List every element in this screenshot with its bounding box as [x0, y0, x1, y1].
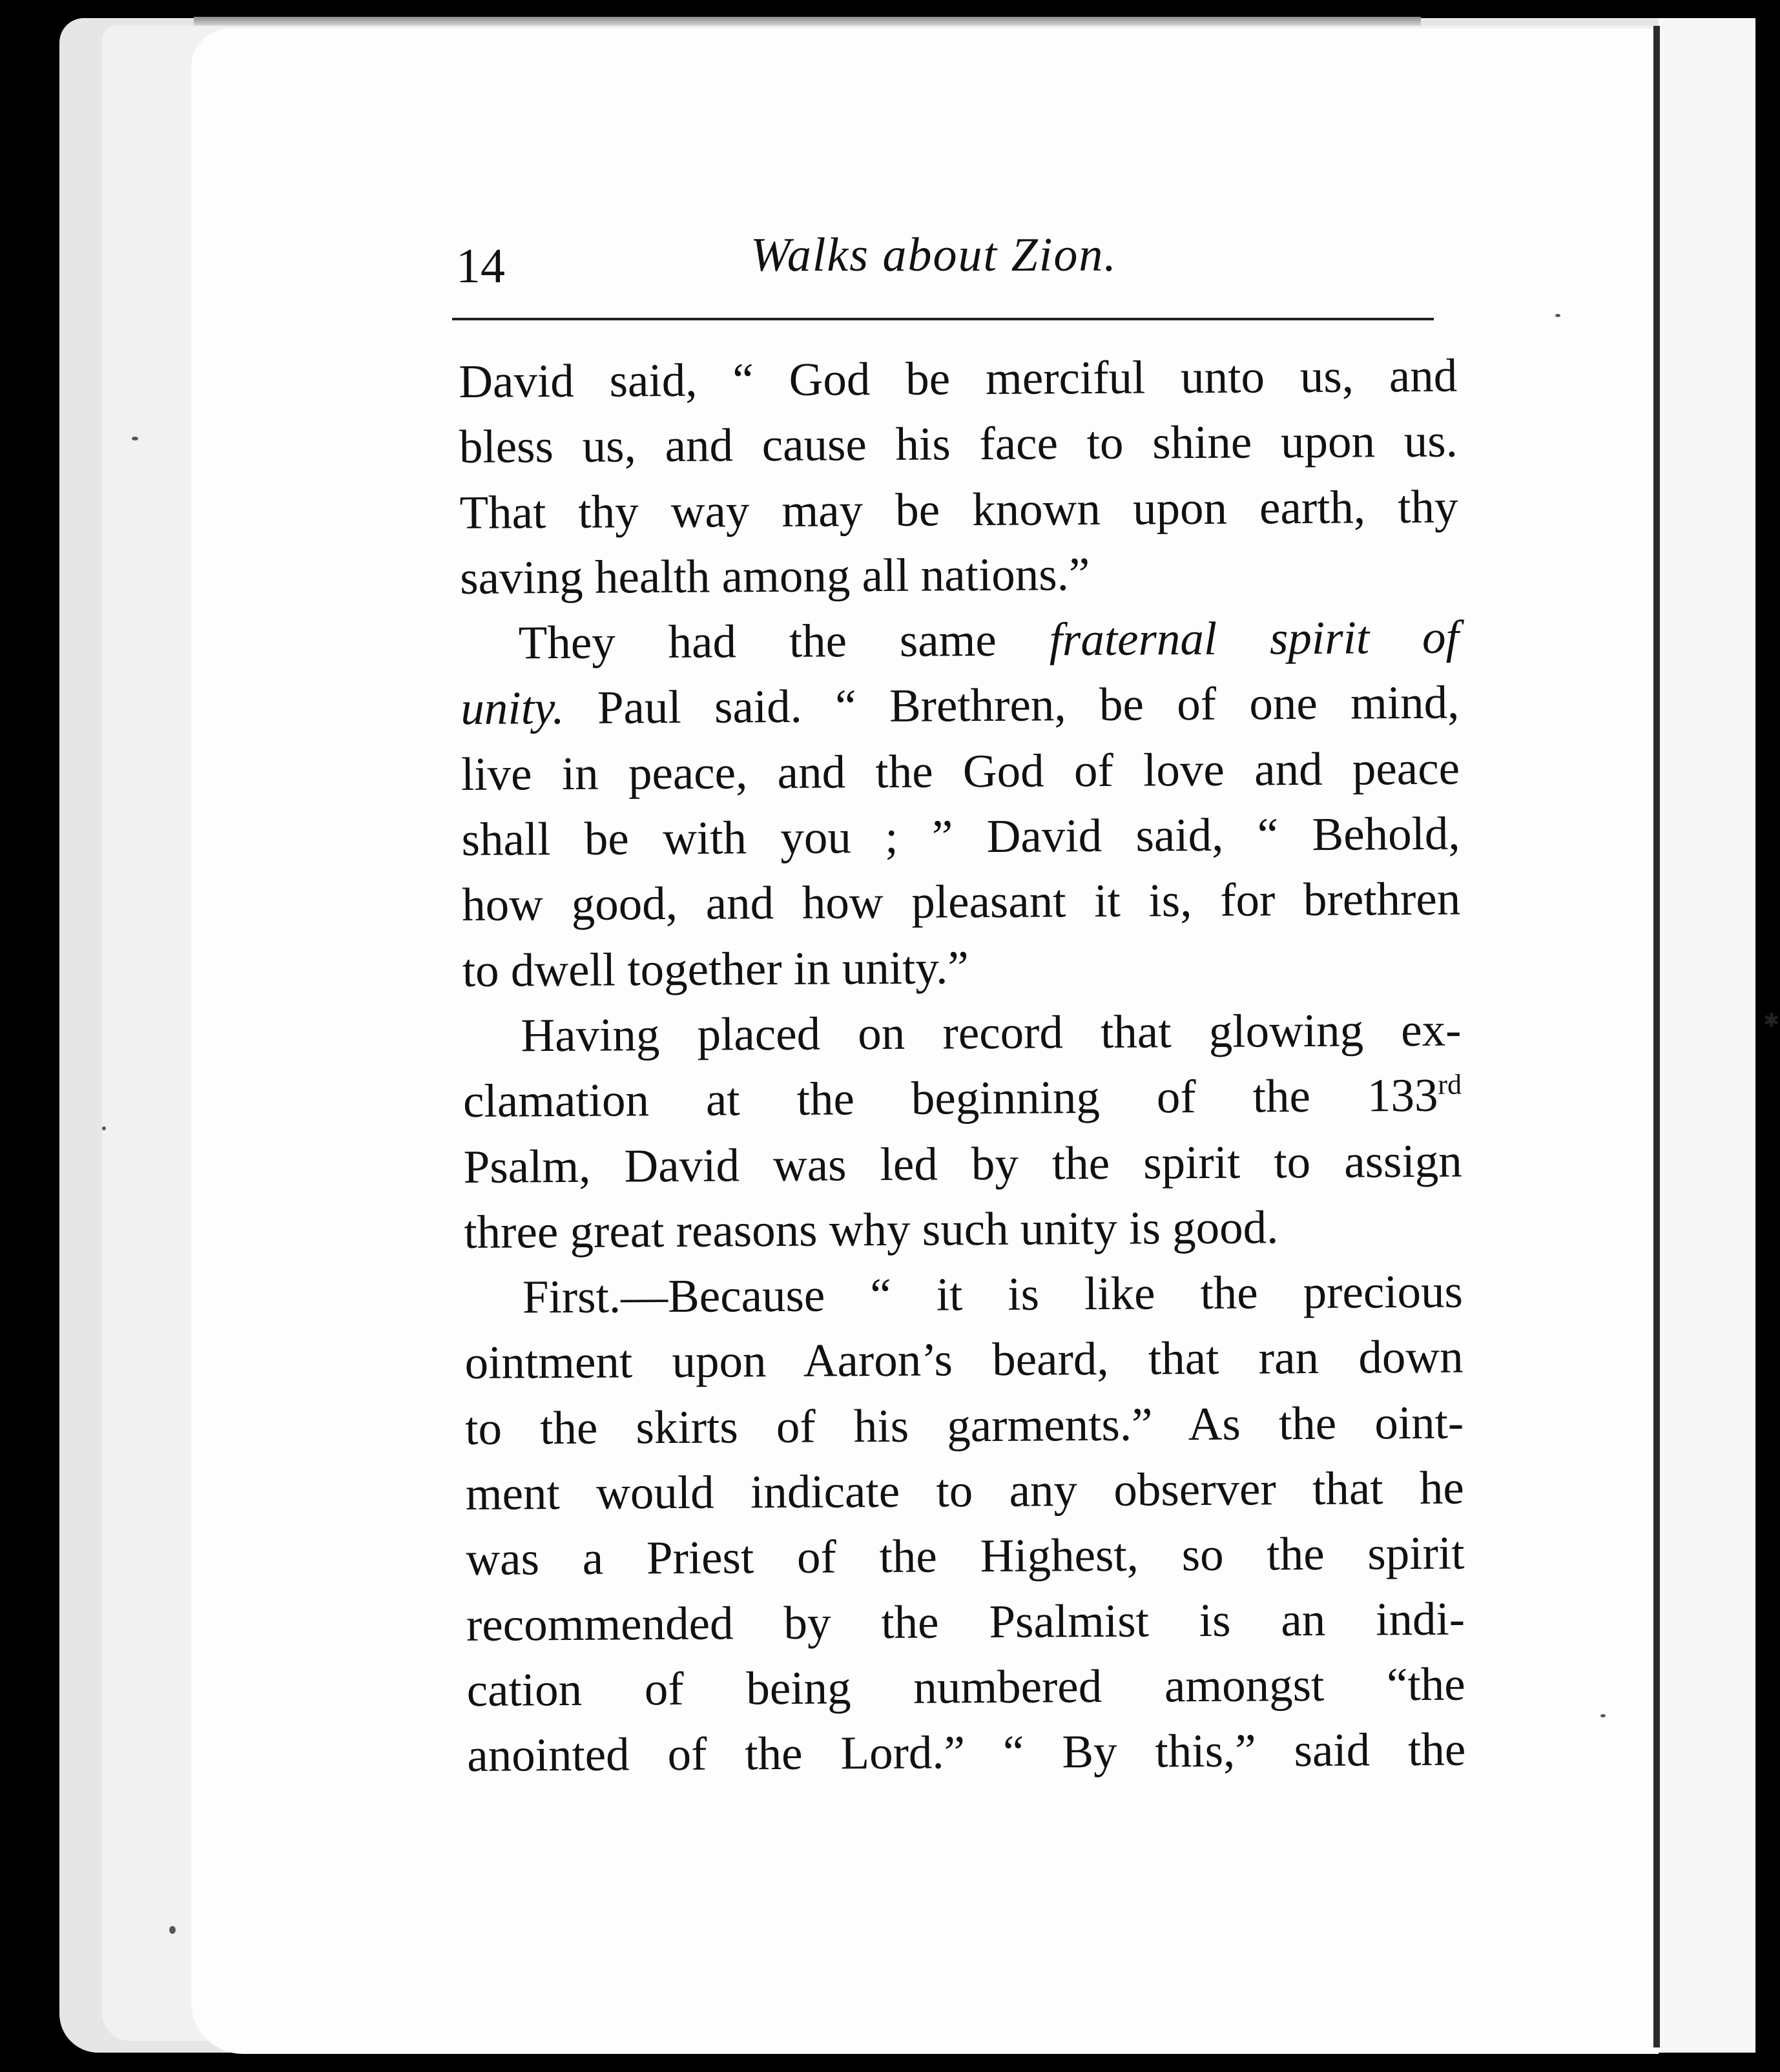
header-rule	[452, 318, 1434, 320]
text-line	[462, 931, 1462, 1003]
text-run: to dwell together in unity.”	[462, 940, 969, 997]
text-line	[460, 539, 1459, 610]
running-title: Walks about Zion.	[750, 229, 1117, 282]
text-line	[465, 1389, 1464, 1461]
text-run: Having placed on record that glowing ex-	[521, 1003, 1462, 1062]
text-line	[463, 1062, 1462, 1134]
scan-speck	[169, 1926, 176, 1934]
text-run: saving health among all nations.”	[459, 547, 1090, 604]
text-line	[466, 1651, 1465, 1723]
text-line	[466, 1586, 1465, 1657]
text-run: First.—Because “ it is like the precious	[522, 1265, 1464, 1323]
text-line	[459, 408, 1458, 480]
text-run: three great reasons why such unity is good.	[464, 1201, 1279, 1258]
italic-phrase: fraternal spirit of	[1049, 610, 1460, 666]
text-run: That thy way may be known upon earth, thy	[459, 480, 1458, 539]
text-run: live in peace, and the God of love and peace	[461, 741, 1460, 800]
text-line	[464, 1193, 1463, 1265]
scan-speck	[102, 1126, 106, 1130]
text-line	[466, 1520, 1465, 1592]
text-run: ointment upon Aaron’s beard, that ran down	[464, 1330, 1464, 1389]
text-line	[464, 1324, 1464, 1396]
text-line	[459, 473, 1458, 545]
text-run: ment would indicate to any observer that he	[465, 1461, 1465, 1520]
scan-speck	[1555, 314, 1560, 317]
text-line	[462, 997, 1462, 1069]
text-run: clamation at the beginning of the 133	[462, 1069, 1438, 1128]
text-line	[463, 1128, 1462, 1199]
text-run: Paul said. “ Brethren, be of one mind,	[564, 676, 1460, 734]
text-run: to the skirts of his garments.” As the oint-	[464, 1396, 1464, 1455]
text-run: bless us, and cause his face to shine upon us.	[459, 414, 1458, 473]
text-line	[464, 1259, 1464, 1331]
text-line	[461, 735, 1460, 807]
text-run: how good, and how pleasant it is, for brethren	[462, 872, 1461, 931]
text-line	[466, 1455, 1465, 1527]
body-text	[459, 343, 1466, 1788]
text-run: cation of being numbered amongst “the	[466, 1657, 1465, 1716]
text-line	[461, 801, 1460, 873]
running-header	[0, 0, 1780, 336]
text-run: They had the same	[518, 613, 1050, 669]
text-run: anointed of the Lord.” “ By this,” said the	[467, 1723, 1466, 1782]
text-line	[459, 343, 1458, 415]
text-run: was a Priest of the Highest, so the spirit	[466, 1526, 1465, 1586]
italic-phrase: unity.	[461, 681, 564, 735]
superscript: rd	[1438, 1068, 1462, 1101]
text-run: shall be with you ; ” David said, “ Behold,	[461, 807, 1460, 866]
text-run: Psalm, David was led by the spirit to assign	[463, 1134, 1462, 1193]
text-run: David said, “ God be merciful unto us, and	[459, 349, 1458, 408]
scan-speck	[1600, 1714, 1606, 1717]
scan-speck	[132, 437, 138, 440]
text-line	[460, 605, 1459, 676]
text-run: recommended by the Psalmist is an indi-	[466, 1592, 1465, 1651]
page-number: 14	[456, 239, 505, 293]
text-line	[461, 670, 1460, 741]
text-line	[467, 1717, 1466, 1788]
text-line	[462, 866, 1461, 938]
scan-mark: ✱	[1763, 1010, 1780, 1032]
